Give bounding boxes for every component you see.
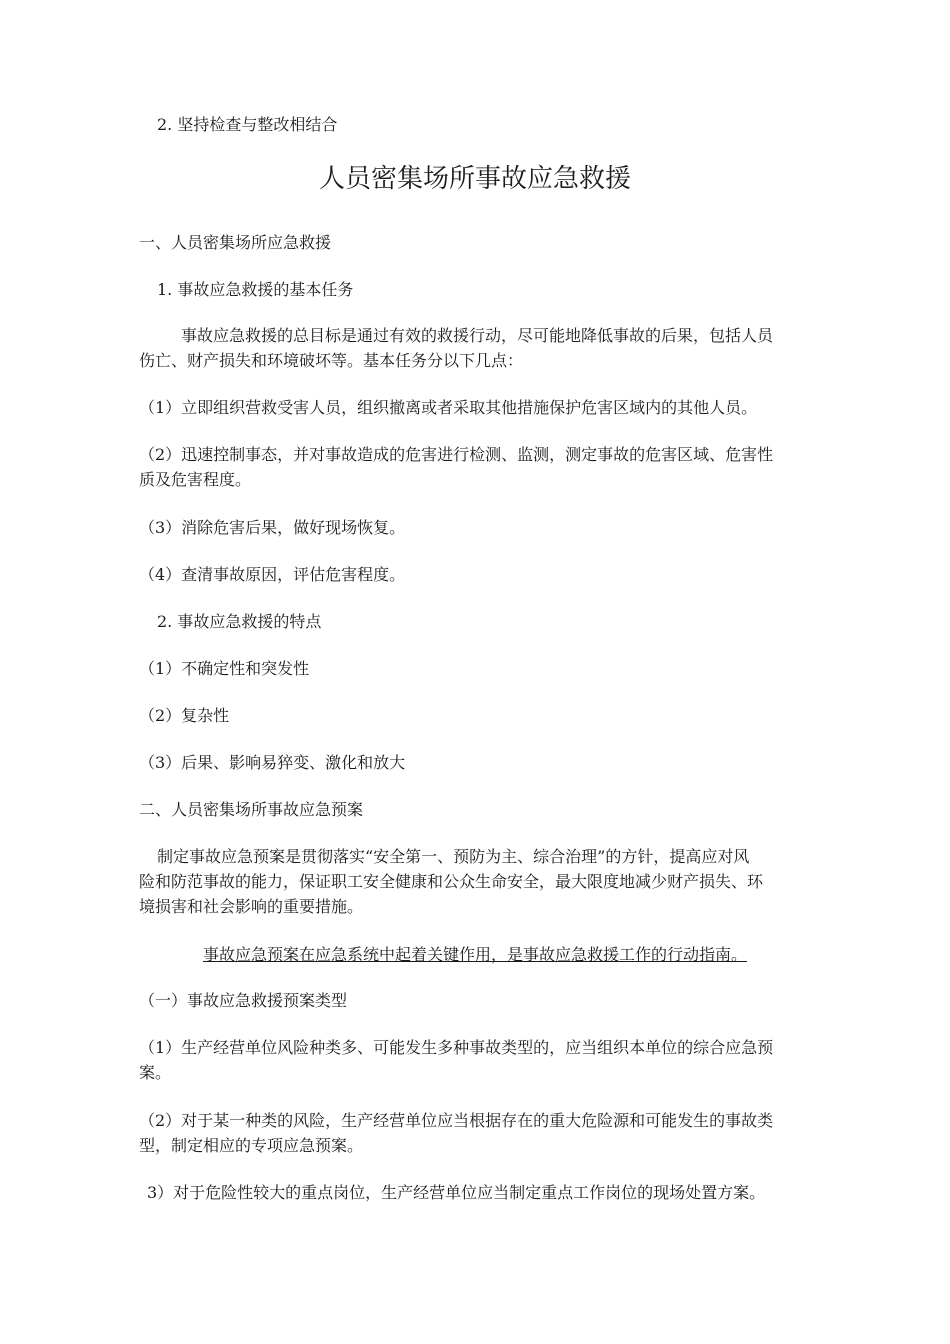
list-item-feature-2: （2）复杂性 (139, 706, 230, 725)
paragraph-line: 伤亡、财产损失和环境破坏等。基本任务分以下几点： (139, 351, 524, 370)
list-item-task-3: （3）消除危害后果，做好现场恢复。 (139, 518, 406, 537)
list-item-feature-1: （1）不确定性和突发性 (139, 659, 310, 678)
list-item-task-2-cont: 质及危害程度。 (139, 470, 252, 489)
paragraph-line: 事故应急救援的总目标是通过有效的救援行动，尽可能地降低事故的后果，包括人员 (181, 326, 774, 345)
list-item-feature-3: （3）后果、影响易猝变、激化和放大 (139, 753, 406, 772)
paragraph-line: 制定事故应急预案是贯彻落实“安全第一、预防为主、综合治理”的方针，提高应对风 (157, 847, 750, 866)
paragraph-line: 险和防范事故的能力，保证职工安全健康和公众生命安全，最大限度地减少财产损失、环 (139, 872, 764, 891)
list-item-task-2: （2）迅速控制事态，并对事故造成的危害进行检测、监测，测定事故的危害区域、危害性 (139, 445, 774, 464)
list-item-type-1-cont: 案。 (139, 1063, 172, 1082)
top-item: 2. 坚持检查与整改相结合 (157, 115, 338, 134)
paragraph-line: 境损害和社会影响的重要措施。 (139, 897, 364, 916)
list-item-type-3: 3）对于危险性较大的重点岗位，生产经营单位应当制定重点工作岗位的现场处置方案。 (147, 1183, 766, 1202)
list-item-type-2: （2）对于某一种类的风险，生产经营单位应当根据存在的重大危险源和可能发生的事故类 (139, 1111, 774, 1130)
list-item-task-4: （4）查清事故原因，评估危害程度。 (139, 565, 406, 584)
subheading-basic-tasks: 1. 事故应急救援的基本任务 (157, 280, 354, 299)
list-item-type-1: （1）生产经营单位风险种类多、可能发生多种事故类型的，应当组织本单位的综合应急预 (139, 1038, 774, 1057)
list-item-task-1: （1）立即组织营救受害人员，组织撤离或者采取其他措施保护危害区域内的其他人员。 (139, 398, 758, 417)
page-title: 人员密集场所事故应急救援 (318, 164, 631, 194)
key-sentence: 事故应急预案在应急系统中起着关键作用，是事故应急救援工作的行动指南。 (202, 945, 747, 964)
list-item-type-2-cont: 型，制定相应的专项应急预案。 (139, 1136, 364, 1155)
section-heading-1: 一、人员密集场所应急救援 (139, 233, 332, 252)
section-heading-2: 二、人员密集场所事故应急预案 (139, 800, 364, 819)
subheading-features: 2. 事故应急救援的特点 (157, 612, 322, 631)
subheading-plan-types: （一）事故应急救援预案类型 (139, 991, 348, 1010)
